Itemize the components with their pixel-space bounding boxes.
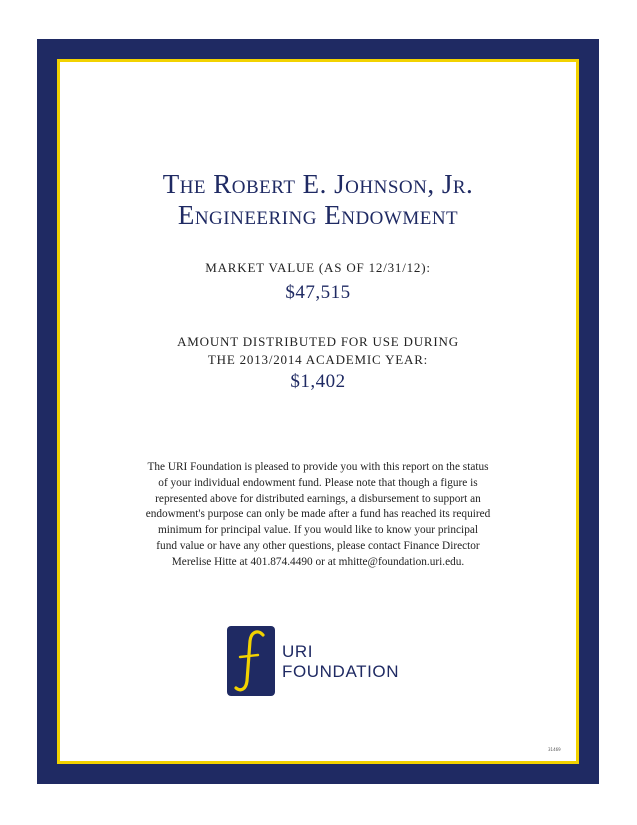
distributed-amount: $1,402 xyxy=(290,371,346,392)
market-value-label: MARKET VALUE (AS OF 12/31/12): xyxy=(205,260,431,275)
document-code: 31469 xyxy=(548,747,561,752)
distributed-label-line-1: AMOUNT DISTRIBUTED FOR USE DURING xyxy=(177,334,459,349)
body-line: fund value or have any other questions, please contact Finance Director xyxy=(156,539,480,552)
title-line-2: Engineering Endowment xyxy=(177,200,459,230)
title-line-1: The Robert E. Johnson, Jr. xyxy=(162,169,474,199)
body-line: Merelise Hitte at 401.874.4490 or at mhitte@foundation.uri.edu. xyxy=(171,555,465,568)
uri-foundation-logo-mark xyxy=(227,626,275,696)
body-line: endowment's purpose can only be made after a fund has reached its required xyxy=(145,508,491,521)
logo-text-uri: URI xyxy=(282,642,314,661)
report-body-paragraph xyxy=(96,460,540,571)
logo-text-foundation: FOUNDATION xyxy=(282,662,400,681)
body-line: of your individual endowment fund. Please note that though a figure is xyxy=(158,476,478,489)
body-line: represented above for distributed earnings, a disbursement to support an xyxy=(155,492,481,505)
script-f-icon xyxy=(227,626,275,696)
distributed-label-line-2: THE 2013/2014 ACADEMIC YEAR: xyxy=(207,352,429,367)
body-line: minimum for principal value. If you would like to know your principal xyxy=(157,524,478,537)
market-value-amount: $47,515 xyxy=(285,282,351,303)
body-line: The URI Foundation is pleased to provide you with this report on the status xyxy=(147,461,489,473)
endowment-report-page xyxy=(60,62,576,761)
